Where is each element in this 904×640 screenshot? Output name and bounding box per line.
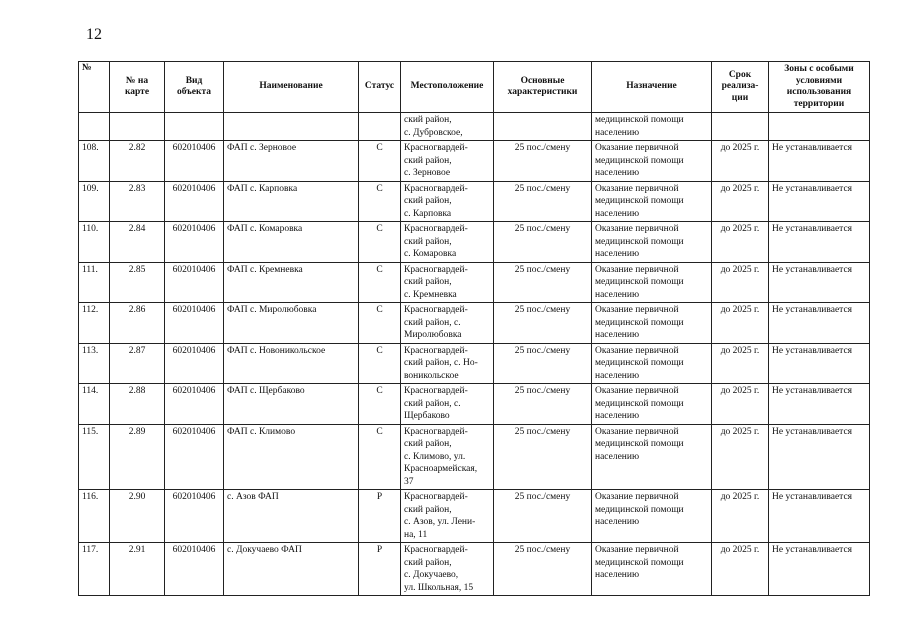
cell-num: 112. xyxy=(79,303,110,344)
cell-purpose: медицинской помощи населению xyxy=(592,113,712,141)
cell-location: Красногвардей- ский район, с. Но- воникольское xyxy=(401,343,494,384)
col-header-purpose: Назначение xyxy=(592,62,712,113)
cell-num: 116. xyxy=(79,490,110,543)
table-row xyxy=(79,303,870,344)
cell-term: до 2025 г. xyxy=(712,303,769,344)
cell-name: с. Азов ФАП xyxy=(224,490,359,543)
cell-term: до 2025 г. xyxy=(712,490,769,543)
cell-name: ФАП с. Карповка xyxy=(224,181,359,222)
cell-characteristics: 25 пос./смену xyxy=(494,384,592,425)
cell-characteristics: 25 пос./смену xyxy=(494,303,592,344)
cell-location: Красногвардей- ский район, с. Климово, ул. Красноармейская, 37 xyxy=(401,424,494,490)
cell-term: до 2025 г. xyxy=(712,222,769,263)
col-header-object-type: Вид объекта xyxy=(165,62,224,113)
cell-characteristics: 25 пос./смену xyxy=(494,141,592,182)
table-row xyxy=(79,181,870,222)
cell-num xyxy=(79,113,110,141)
cell-map-num: 2.88 xyxy=(110,384,165,425)
col-header-status: Статус xyxy=(359,62,401,113)
cell-location: Красногвардей- ский район, с. Комаровка xyxy=(401,222,494,263)
cell-term: до 2025 г. xyxy=(712,343,769,384)
table-header xyxy=(79,62,870,113)
cell-term: до 2025 г. xyxy=(712,262,769,303)
cell-name: ФАП с. Миролюбовка xyxy=(224,303,359,344)
cell-object-type: 602010406 xyxy=(165,222,224,263)
cell-map-num: 2.85 xyxy=(110,262,165,303)
cell-characteristics: 25 пос./смену xyxy=(494,222,592,263)
table-row xyxy=(79,141,870,182)
cell-map-num: 2.91 xyxy=(110,543,165,596)
cell-status: С xyxy=(359,181,401,222)
cell-zones xyxy=(769,113,870,141)
cell-term: до 2025 г. xyxy=(712,181,769,222)
cell-object-type: 602010406 xyxy=(165,384,224,425)
cell-name xyxy=(224,113,359,141)
cell-zones: Не устанавливается xyxy=(769,490,870,543)
cell-status: С xyxy=(359,262,401,303)
cell-object-type: 602010406 xyxy=(165,490,224,543)
cell-object-type: 602010406 xyxy=(165,424,224,490)
cell-zones: Не устанавливается xyxy=(769,262,870,303)
cell-map-num xyxy=(110,113,165,141)
table-row xyxy=(79,343,870,384)
cell-location: Красногвардей- ский район, с. Миролюбовка xyxy=(401,303,494,344)
cell-zones: Не устанавливается xyxy=(769,222,870,263)
cell-purpose: Оказание первичной медицинской помощи населению xyxy=(592,222,712,263)
cell-purpose: Оказание первичной медицинской помощи населению xyxy=(592,343,712,384)
cell-num: 108. xyxy=(79,141,110,182)
cell-term: до 2025 г. xyxy=(712,424,769,490)
cell-name: ФАП с. Кремневка xyxy=(224,262,359,303)
cell-purpose: Оказание первичной медицинской помощи населению xyxy=(592,181,712,222)
cell-object-type: 602010406 xyxy=(165,303,224,344)
cell-map-num: 2.84 xyxy=(110,222,165,263)
col-header-num: № xyxy=(79,62,110,113)
cell-characteristics: 25 пос./смену xyxy=(494,181,592,222)
cell-num: 110. xyxy=(79,222,110,263)
cell-term: до 2025 г. xyxy=(712,384,769,425)
cell-object-type: 602010406 xyxy=(165,141,224,182)
cell-name: ФАП с. Климово xyxy=(224,424,359,490)
cell-zones: Не устанавливается xyxy=(769,303,870,344)
cell-location: Красногвардей- ский район, с. Зерновое xyxy=(401,141,494,182)
cell-purpose: Оказание первичной медицинской помощи населению xyxy=(592,424,712,490)
cell-status: С xyxy=(359,343,401,384)
cell-characteristics: 25 пос./смену xyxy=(494,424,592,490)
cell-zones: Не устанавливается xyxy=(769,424,870,490)
cell-location: Красногвардей- ский район, с. Азов, ул. Лени- на, 11 xyxy=(401,490,494,543)
col-header-location: Местоположение xyxy=(401,62,494,113)
cell-zones: Не устанавливается xyxy=(769,384,870,425)
cell-status xyxy=(359,113,401,141)
cell-characteristics xyxy=(494,113,592,141)
cell-name: ФАП с. Зерновое xyxy=(224,141,359,182)
col-header-term: Срок реализа-ции xyxy=(712,62,769,113)
table-row-continuation xyxy=(79,113,870,141)
table-row xyxy=(79,384,870,425)
table-row xyxy=(79,543,870,596)
col-header-map-num: № на карте xyxy=(110,62,165,113)
cell-object-type xyxy=(165,113,224,141)
cell-num: 109. xyxy=(79,181,110,222)
cell-zones: Не устанавливается xyxy=(769,543,870,596)
cell-purpose: Оказание первичной медицинской помощи населению xyxy=(592,543,712,596)
cell-num: 117. xyxy=(79,543,110,596)
cell-status: С xyxy=(359,222,401,263)
cell-term: до 2025 г. xyxy=(712,543,769,596)
cell-name: ФАП с. Щербаково xyxy=(224,384,359,425)
cell-purpose: Оказание первичной медицинской помощи населению xyxy=(592,490,712,543)
cell-characteristics: 25 пос./смену xyxy=(494,490,592,543)
cell-term xyxy=(712,113,769,141)
cell-object-type: 602010406 xyxy=(165,343,224,384)
cell-purpose: Оказание первичной медицинской помощи населению xyxy=(592,303,712,344)
cell-object-type: 602010406 xyxy=(165,543,224,596)
cell-term: до 2025 г. xyxy=(712,141,769,182)
cell-num: 115. xyxy=(79,424,110,490)
cell-name: с. Докучаево ФАП xyxy=(224,543,359,596)
cell-zones: Не устанавливается xyxy=(769,141,870,182)
cell-status: С xyxy=(359,141,401,182)
cell-map-num: 2.87 xyxy=(110,343,165,384)
cell-location: Красногвардей- ский район, с. Докучаево, ул. Школьная, 15 xyxy=(401,543,494,596)
cell-map-num: 2.86 xyxy=(110,303,165,344)
cell-map-num: 2.83 xyxy=(110,181,165,222)
cell-characteristics: 25 пос./смену xyxy=(494,262,592,303)
cell-location: ский район, с. Дубровское, xyxy=(401,113,494,141)
cell-zones: Не устанавливается xyxy=(769,343,870,384)
cell-map-num: 2.89 xyxy=(110,424,165,490)
cell-status: Р xyxy=(359,490,401,543)
page-number: 12 xyxy=(86,26,102,43)
cell-status: Р xyxy=(359,543,401,596)
cell-status: С xyxy=(359,424,401,490)
col-header-characteristics: Основные характеристики xyxy=(494,62,592,113)
table-row xyxy=(79,222,870,263)
cell-name: ФАП с. Комаровка xyxy=(224,222,359,263)
cell-zones: Не устанавливается xyxy=(769,181,870,222)
cell-object-type: 602010406 xyxy=(165,181,224,222)
cell-object-type: 602010406 xyxy=(165,262,224,303)
col-header-name: Наименование xyxy=(224,62,359,113)
cell-purpose: Оказание первичной медицинской помощи населению xyxy=(592,262,712,303)
cell-location: Красногвардей- ский район, с. Кремневка xyxy=(401,262,494,303)
cell-purpose: Оказание первичной медицинской помощи населению xyxy=(592,141,712,182)
cell-num: 114. xyxy=(79,384,110,425)
col-header-zones: Зоны с особыми условиями использования территории xyxy=(769,62,870,113)
cell-purpose: Оказание первичной медицинской помощи населению xyxy=(592,384,712,425)
cell-name: ФАП с. Новоникольское xyxy=(224,343,359,384)
cell-characteristics: 25 пос./смену xyxy=(494,543,592,596)
table-row xyxy=(79,262,870,303)
cell-status: С xyxy=(359,303,401,344)
cell-num: 113. xyxy=(79,343,110,384)
table-row xyxy=(79,424,870,490)
facilities-table xyxy=(78,61,870,596)
cell-map-num: 2.90 xyxy=(110,490,165,543)
cell-num: 111. xyxy=(79,262,110,303)
cell-map-num: 2.82 xyxy=(110,141,165,182)
table-row xyxy=(79,490,870,543)
cell-location: Красногвардей- ский район, с. Щербаково xyxy=(401,384,494,425)
cell-status: С xyxy=(359,384,401,425)
cell-characteristics: 25 пос./смену xyxy=(494,343,592,384)
cell-location: Красногвардей- ский район, с. Карповка xyxy=(401,181,494,222)
table-body xyxy=(79,113,870,596)
